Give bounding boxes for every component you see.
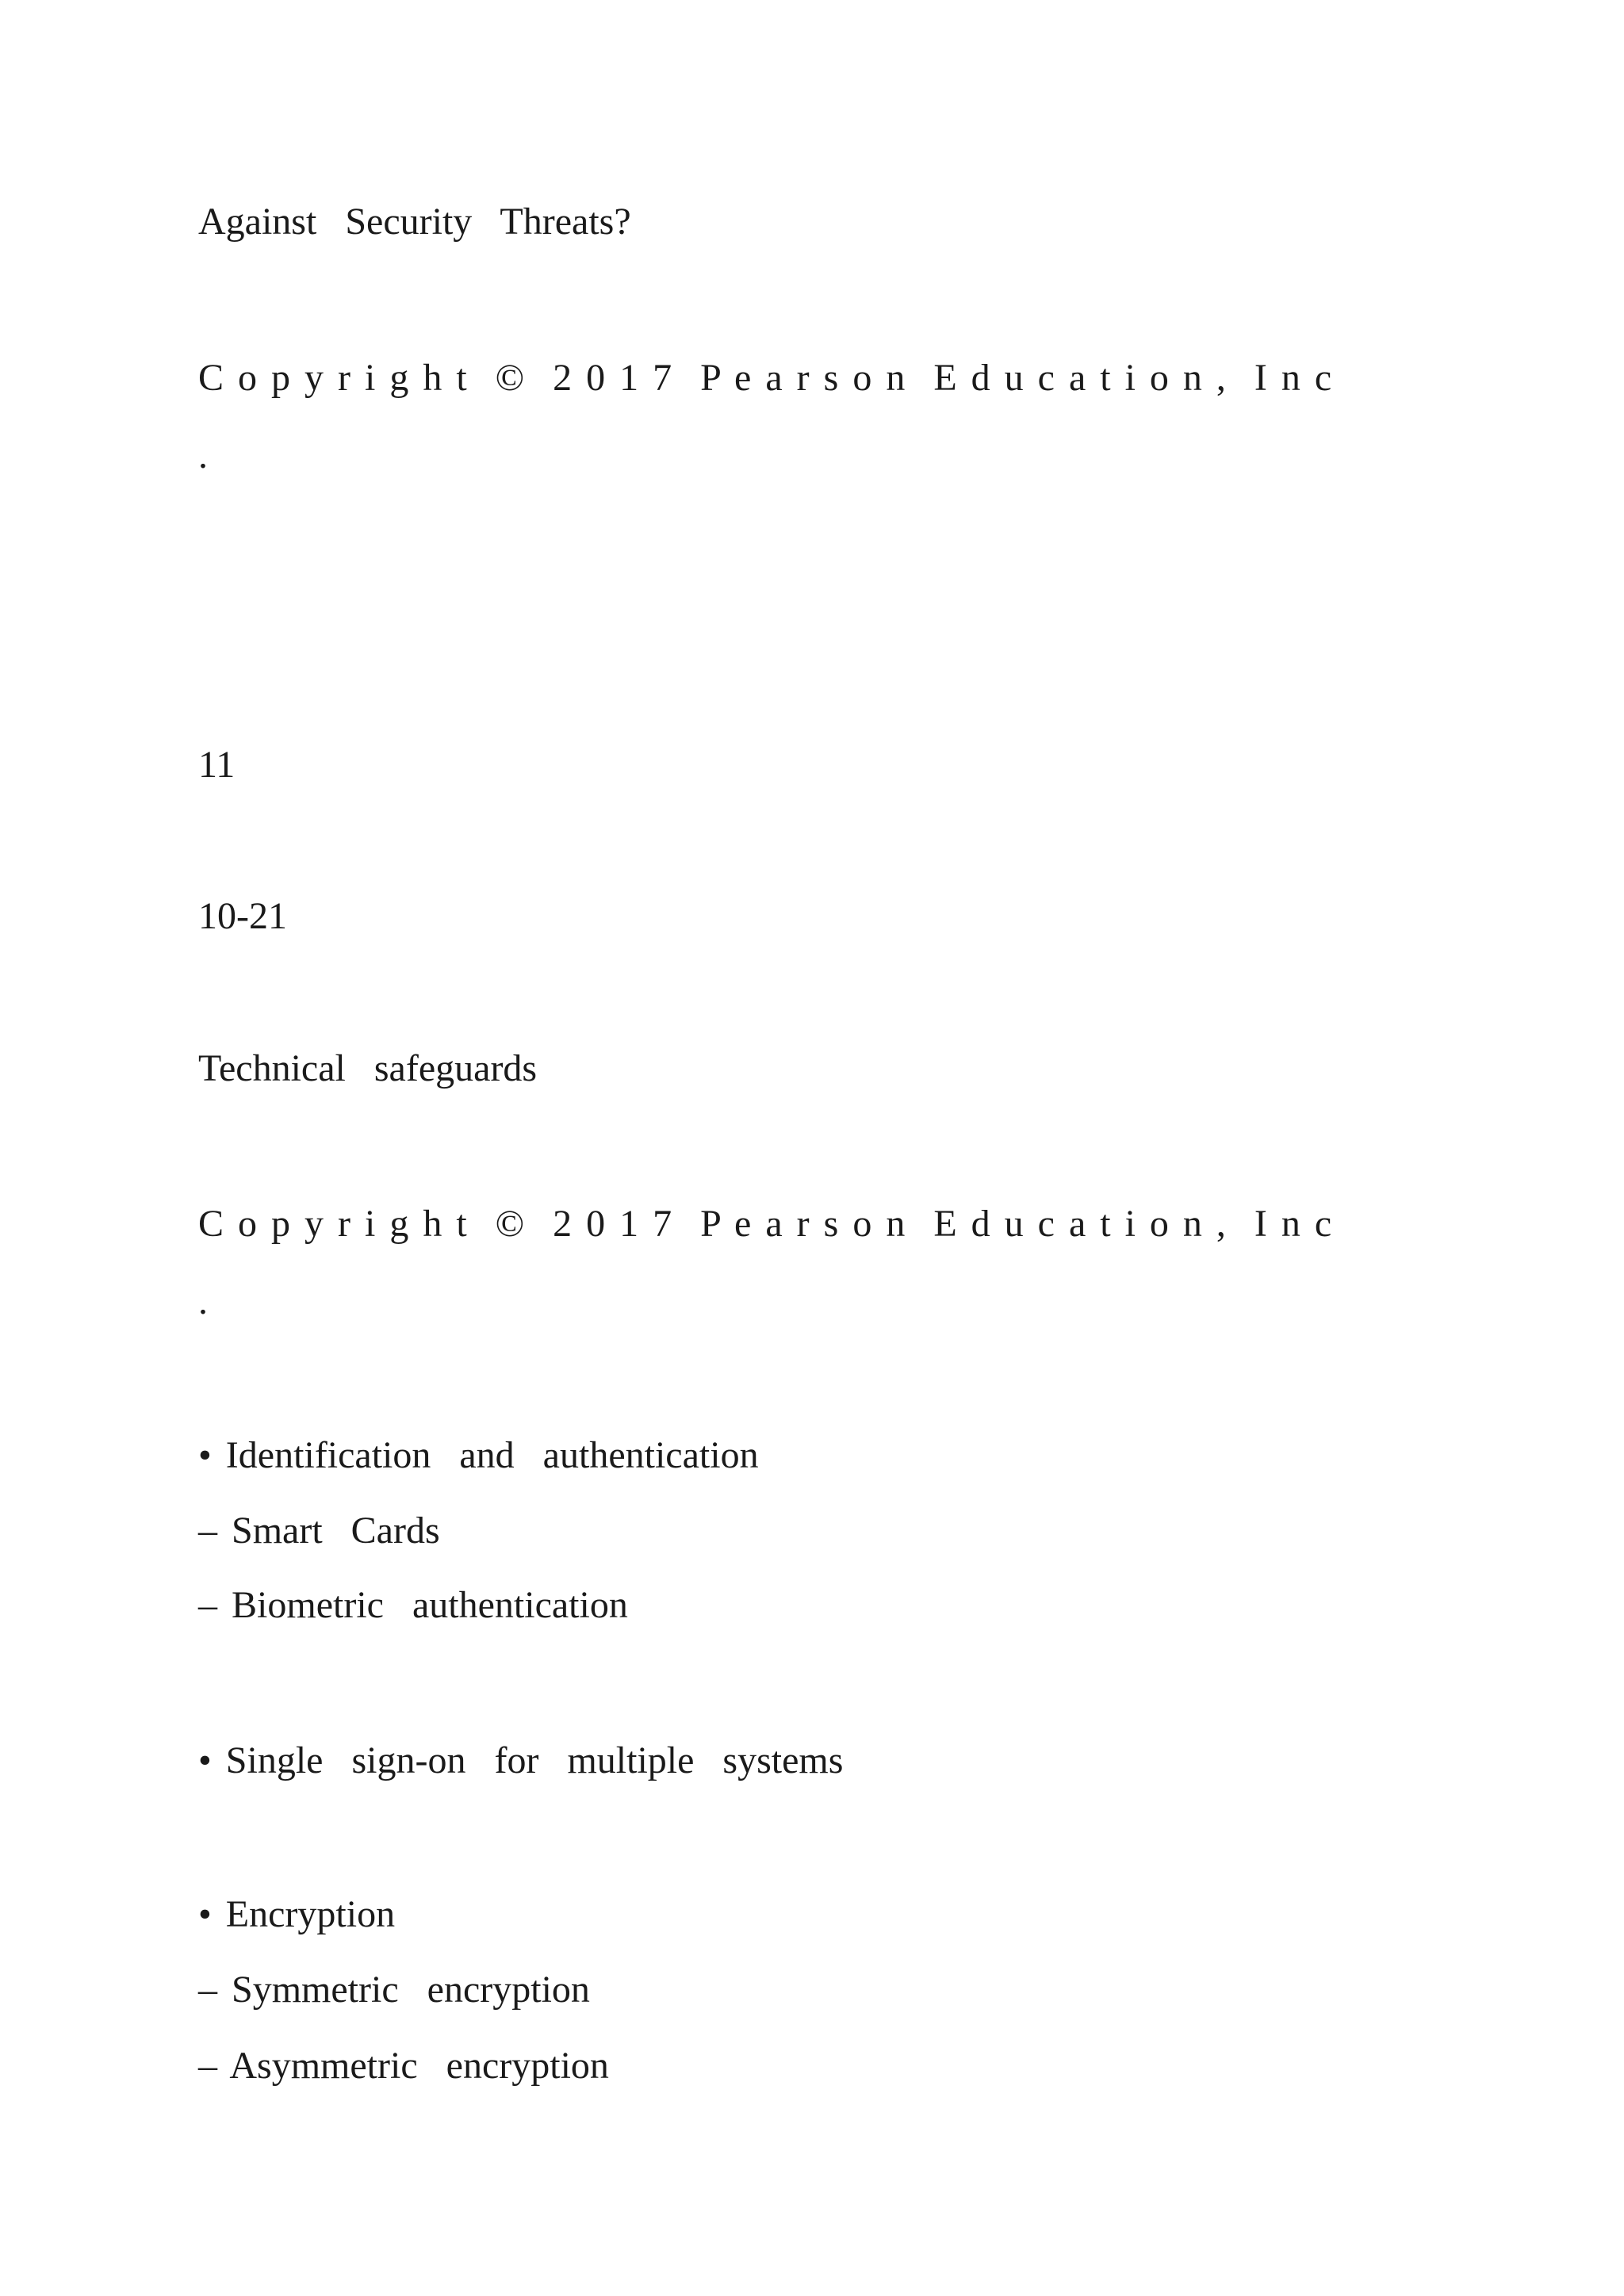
heading-line: Against Security Threats? xyxy=(198,201,631,243)
copyright-line: C o p y r i g h t © 2 0 1 7 P e a r s o n E d u c a t i o n , I n c xyxy=(198,1203,1332,1245)
slide-number: 11 xyxy=(198,744,236,786)
sub-bullet-item: – Asymmetric encryption xyxy=(198,2045,609,2087)
copyright-line: C o p y r i g h t © 2 0 1 7 P e a r s o n E d u c a t i o n , I n c xyxy=(198,357,1332,399)
slide-id: 10-21 xyxy=(198,895,287,937)
copyright-period: . xyxy=(198,434,208,476)
sub-bullet-item: – Biometric authentication xyxy=(198,1584,628,1626)
bullet-item: • Single sign-on for multiple systems xyxy=(198,1739,844,1781)
copyright-period: . xyxy=(198,1280,208,1322)
bullet-item: • Identification and authentication xyxy=(198,1434,759,1476)
section-title: Technical safeguards xyxy=(198,1047,538,1089)
sub-bullet-item: – Symmetric encryption xyxy=(198,1969,590,2011)
sub-bullet-item: – Smart Cards xyxy=(198,1510,440,1552)
bullet-item: • Encryption xyxy=(198,1893,396,1935)
